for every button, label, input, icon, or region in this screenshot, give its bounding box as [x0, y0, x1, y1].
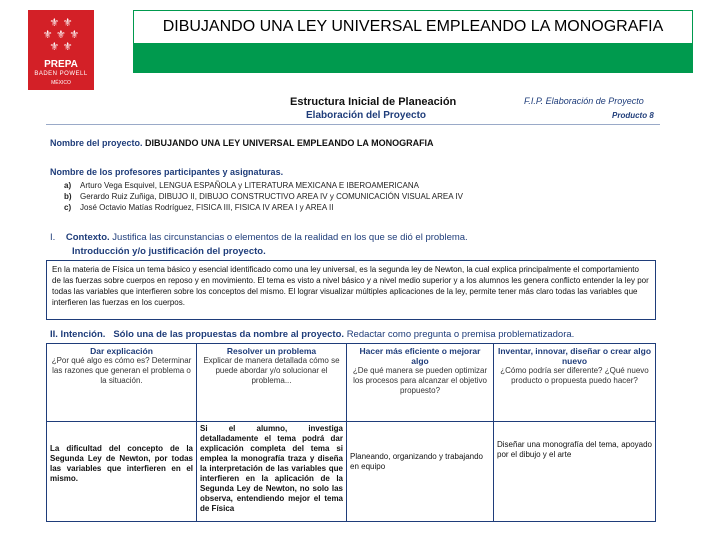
professor-item: a) Arturo Vega Esquivel, LENGUA ESPAÑOLA y LITERATURA MEXICANA E IBEROAMERICANA	[64, 181, 419, 190]
document-subtitle: Elaboración del Proyecto	[306, 110, 427, 121]
table-row	[47, 422, 656, 522]
banner-title: DIBUJANDO UNA LEY UNIVERSAL EMPLEANDO LA MONOGRAFIA	[162, 18, 664, 35]
table-cell: Dar explicación ¿Por qué algo es cómo es? Determinar las razones que generan el problema o la situación.	[47, 344, 197, 422]
table-cell: Resolver un problema Explicar de manera detallada cómo se puede abordar y/o solucionar el problema...	[197, 344, 347, 422]
logo-place: MÉXICO	[51, 80, 71, 86]
professor-item: c) José Octavio Matías Rodríguez, FISICA III, FISICA IV AREA I y AREA II	[64, 203, 334, 212]
logo-subname: BADEN POWELL	[34, 71, 88, 77]
table-cell: Si el alumno, investiga detalladamente el tema podrá dar explicación completa del tema si emplea la monografía traza y diseña la interpretación de las variables que interfieren en la aplicación de la Segunda Ley de Newton, no solo las observa, entendiendo mejor el tema de Física	[197, 422, 347, 522]
project-name: DIBUJANDO UNA LEY UNIVERSAL EMPLEANDO LA MONOGRAFIA	[145, 138, 434, 148]
fleur-de-lis-icon: ⚜ ⚜ ⚜ ⚜ ⚜ ⚜ ⚜	[42, 16, 80, 53]
divider	[46, 124, 660, 125]
table-row	[47, 344, 656, 422]
professor-item: b) Gerardo Ruiz Zuñiga, DIBUJO II, DIBUJO CONSTRUCTIVO AREA IV y COMUNICACIÓN VISUAL AREA IV	[64, 192, 463, 201]
project-name-line	[50, 138, 434, 148]
intention-table	[46, 343, 656, 522]
fip-label: F.I.P. Elaboración de Proyecto	[524, 96, 644, 106]
school-logo	[28, 10, 94, 90]
context-heading: I. Contexto. Justifica las circunstancias o elementos de la realidad en los que se dió el problema.	[50, 232, 468, 243]
table-cell: Planeando, organizando y trabajando en equipo	[347, 422, 494, 522]
project-label: Nombre del proyecto.	[50, 138, 143, 148]
table-cell: Diseñar una monografía del tema, apoyado por el dibujo y el arte	[494, 422, 656, 522]
table-cell: Inventar, innovar, diseñar o crear algo nuevo ¿Cómo podría ser diferente? ¿Qué nuevo producto o propuesta puedo hacer?	[494, 344, 656, 422]
document-title: Estructura Inicial de Planeación	[290, 96, 457, 108]
context-subheading: Introducción y/o justificación del proyecto.	[72, 246, 266, 257]
table-cell: La dificultad del concepto de la Segunda Ley de Newton, por todas las variables que interfieren en el mismo.	[47, 422, 197, 522]
title-banner	[133, 10, 693, 73]
context-body: En la materia de Física un tema básico y esencial identificado como una ley universal, es la segunda ley de Newton, la cual explica principalmente el comportamiento de las fuerzas sobre cuerpos en reposo y en movimiento. El tema es visto a nivel básico y a nivel medio superior y a los alumnos les genera conflicto entender la ley por todas las variables que interfieren sobre los conceptos del mismo. El lograr visualizar múltiples aplicaciones de la ley, permite tener más claro todas las variables que interfieren las fuerzas en los cuerpos.	[46, 260, 656, 320]
table-cell: Hacer más eficiente o mejorar algo ¿De qué manera se pueden optimizar los procesos para alcanzar el objetivo propuesto?	[347, 344, 494, 422]
product-label: Producto 8	[612, 111, 654, 120]
professors-heading: Nombre de los profesores participantes y asignaturas.	[50, 167, 284, 177]
intention-heading: II. Intención. Sólo una de las propuestas da nombre al proyecto. Redactar como pregunta o premisa problematizadora.	[50, 329, 575, 340]
logo-name: PREPA	[44, 59, 78, 70]
